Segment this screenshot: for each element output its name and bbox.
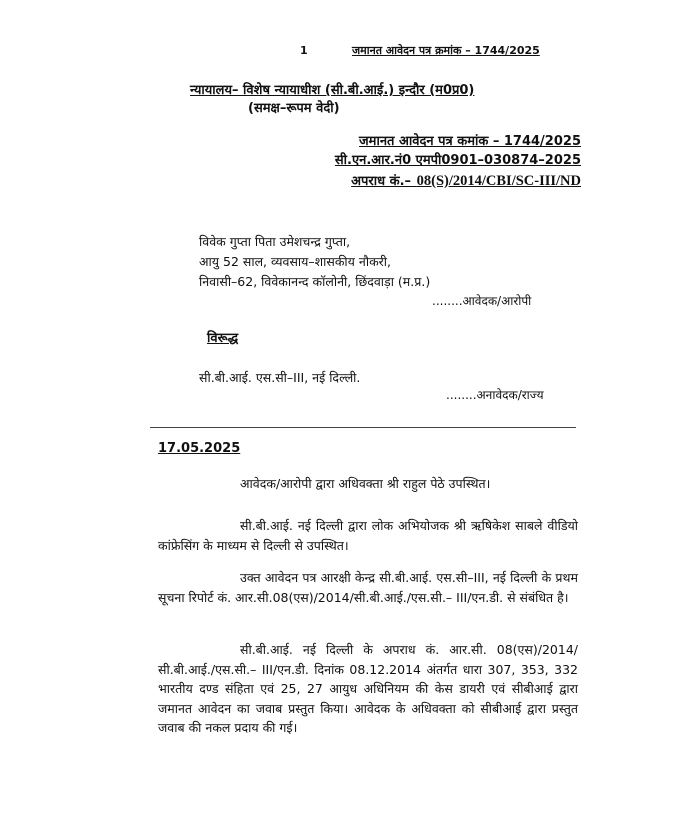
applicant-line-1: विवेक गुप्ता पिता उमेशचन्द्र गुप्ता, — [199, 234, 351, 249]
applicant-line-3: निवासी–62, विवेकानन्द कॉलोनी, छिंदवाड़ा (म.प्र.) — [199, 274, 431, 289]
section-divider — [150, 427, 576, 428]
court-subtitle: (समक्ष–रूपम वेदी) — [248, 101, 340, 116]
applicant-role: ........आवेदक/आरोपी — [432, 294, 532, 308]
respondent-role: ........अनावेदक/राज्य — [446, 388, 544, 402]
order-date: 17.05.2025 — [158, 441, 241, 456]
applicant-details — [199, 232, 430, 292]
versus-label: विरूद्ध — [207, 331, 239, 346]
bail-application-number: जमानत आवेदन पत्र कमांक – 1744/2025 — [359, 134, 581, 149]
crime-number-prefix: अपराध कं.– — [351, 174, 412, 189]
applicant-line-2: आयु 52 साल, व्यवसाय–शासकीय नौकरी, — [199, 254, 391, 269]
running-header: जमानत आवेदन पत्र क्रमांक – 1744/2025 — [352, 44, 540, 57]
order-paragraph: सी.बी.आई. नई दिल्ली द्वारा लोक अभियोजक श्री ऋषिकेश साबले वीडियो कांफ्रेसिंग के माध्यम से दिल्ली से उपस्थित। — [158, 518, 578, 553]
crime-number: 08(S)/2014/CBI/SC-III/ND — [416, 173, 581, 189]
respondent-name: सी.बी.आई. एस.सी–III, नई दिल्ली. — [199, 370, 361, 385]
crime-number-line — [335, 170, 581, 191]
order-paragraph: उक्त आवेदन पत्र आरक्षी केन्द्र सी.बी.आई. एस.सी–III, नई दिल्ली के प्रथम सूचना रिपोर्ट कं. आर.सी.08(एस)/2014/सी.बी.आई./एस.सी.– III/एन.डी. से संबंधित है। — [158, 570, 578, 605]
page-number: 1 — [300, 44, 308, 57]
order-paragraph: सी.बी.आई. नई दिल्ली के अपराध कं. आर.सी. 08(एस)/2014/सी.बी.आई./एस.सी.– III/एन.डी. दिनांक 08.12.2014 अंतर्गत धारा 307, 353, 332 भारतीय दण्ड संहिता एवं 25, 27 आयुध अधिनियम की केस डायरी एवं सीबीआई द्वारा जमानत आवेदन का जवाब प्रस्तुत किया। आवेदक के अधिवक्ता को सीबीआई द्वारा प्रस्तुत जवाब की नकल प्रदाय की गई। — [158, 642, 578, 735]
court-title: न्यायालय– विशेष न्यायाधीश (सी.बी.आई.) इन्दौर (म0प्र0) — [190, 83, 475, 98]
cnr-number: सी.एन.आर.नं0 एमपी0901–030874–2025 — [334, 153, 581, 168]
case-details — [335, 132, 581, 191]
order-paragraph: आवेदक/आरोपी द्वारा अधिवक्ता श्री राहुल पेठे उपस्थित। — [240, 476, 491, 491]
